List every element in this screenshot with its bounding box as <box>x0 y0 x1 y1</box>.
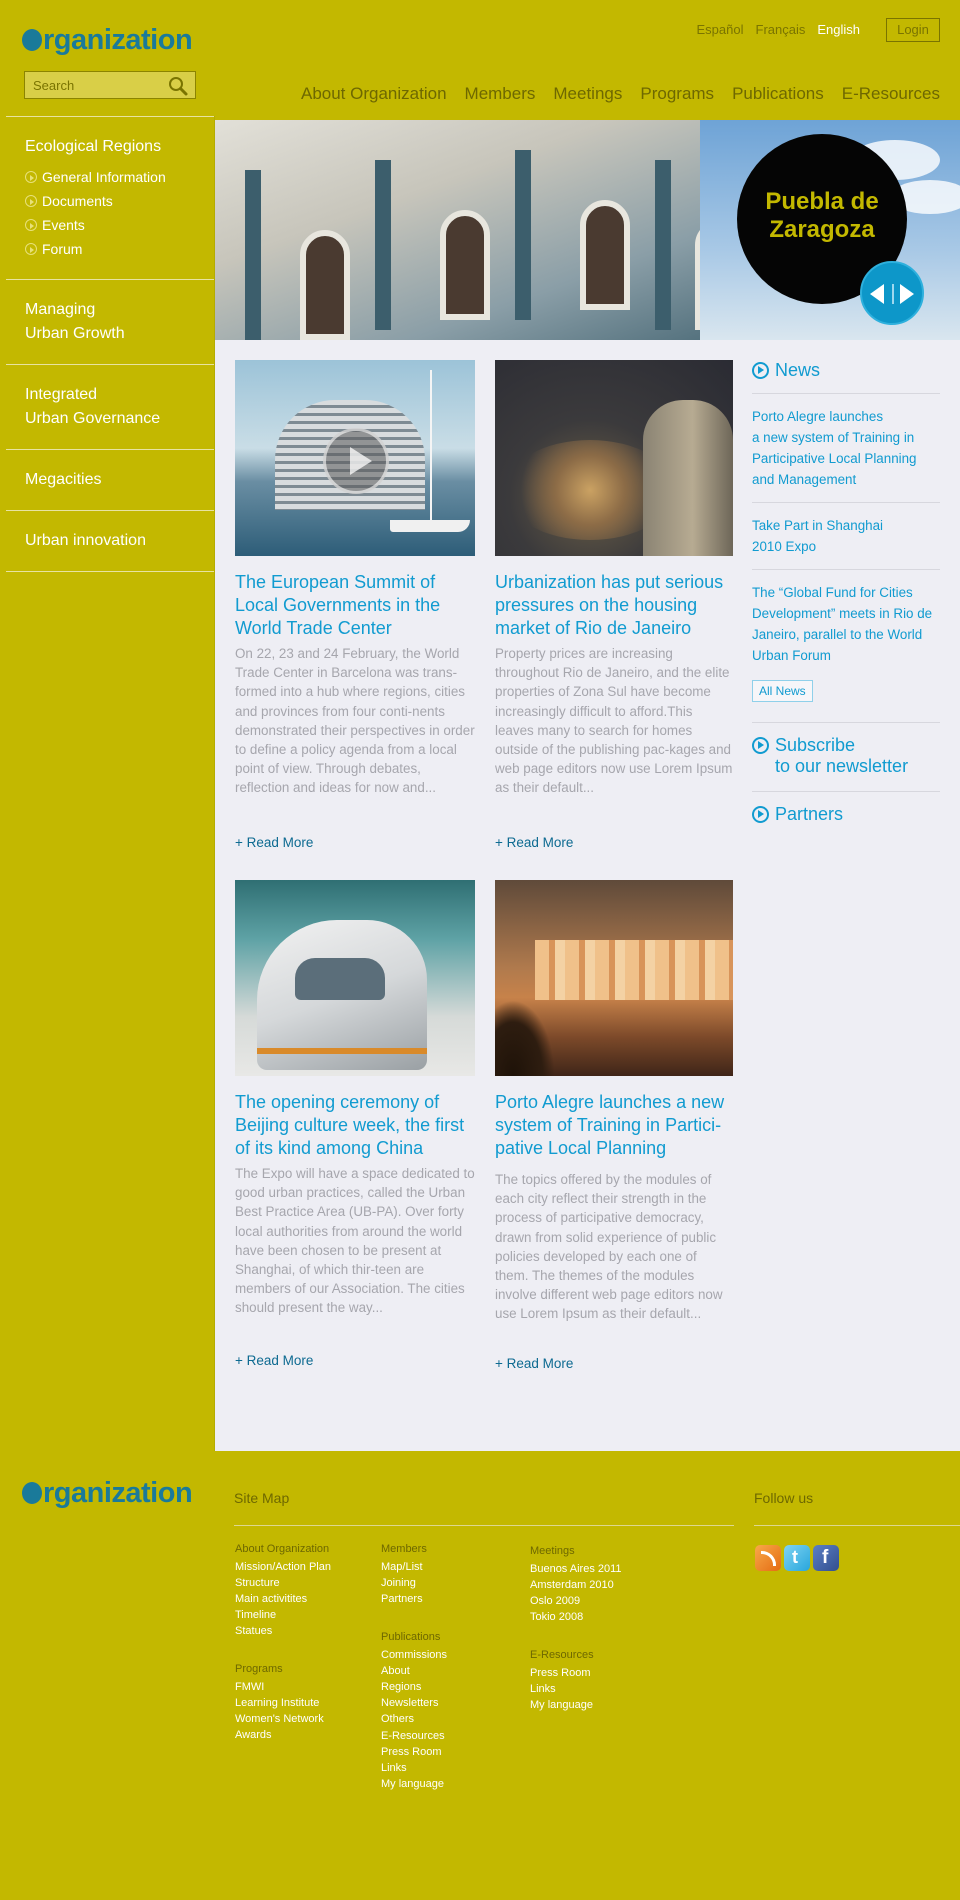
sidebar-item-urban-innovation[interactable]: Urban innovation <box>25 532 146 549</box>
news-heading[interactable] <box>752 360 940 381</box>
footer-link[interactable]: E-Resources <box>381 1729 445 1742</box>
sidebar-item-ecological-regions[interactable]: Ecological Regions <box>25 138 162 155</box>
image-train-stripe <box>257 1048 427 1054</box>
subscribe-label <box>775 735 908 777</box>
lang-espanol[interactable]: Español <box>696 22 744 37</box>
footer-link[interactable]: Awards <box>235 1729 272 1742</box>
image-boat <box>390 520 470 532</box>
read-more-link[interactable]: + Read More <box>495 1356 574 1371</box>
article-excerpt: Property prices are increasing throughout Rio de Janeiro, and the elite properties of Zona Sul have become increasingly difficult to afford.This leaves many to search for homes outside of the publishing pac-kages and web page editors now use Lorem Ipsum as their default... <box>495 646 733 796</box>
follow-us-divider <box>754 1525 960 1526</box>
article-card <box>235 880 475 1368</box>
article-image-video[interactable] <box>235 360 475 556</box>
footer-link[interactable]: Newsletters <box>381 1697 439 1710</box>
footer-logo-text: rganization <box>43 1477 193 1509</box>
lang-francais[interactable]: Français <box>755 22 806 37</box>
hero-title-line1: Puebla de <box>765 188 879 215</box>
sidebar-item-integrated-urban-governance[interactable]: Integrated Urban Governance <box>25 386 161 427</box>
play-icon[interactable] <box>323 428 389 494</box>
article-card <box>235 360 475 850</box>
footer-link[interactable]: Amsterdam 2010 <box>530 1579 614 1592</box>
footer-link[interactable]: Joining <box>381 1577 416 1590</box>
footer-link[interactable]: My language <box>381 1777 444 1790</box>
article-title[interactable]: The European Summit of Local Governments in the World Trade Center <box>235 572 441 638</box>
article-image[interactable] <box>495 360 733 556</box>
main-nav <box>301 84 940 104</box>
site-map-heading: Site Map <box>234 1490 290 1506</box>
logo-o-mark <box>22 1482 42 1504</box>
footer-column-publications <box>381 1629 447 1792</box>
footer-column-heading[interactable]: E-Resources <box>530 1649 594 1661</box>
twitter-icon[interactable] <box>784 1545 810 1571</box>
search-box <box>24 71 196 99</box>
footer-link[interactable]: FMWI <box>235 1681 265 1694</box>
footer-column-heading[interactable]: About Organization <box>235 1543 330 1555</box>
footer-link[interactable]: Statues <box>235 1625 273 1638</box>
sidebar-section-urban-innovation <box>6 511 214 571</box>
footer-link[interactable]: Press Room <box>530 1667 591 1680</box>
footer-link[interactable]: Mission/Action Plan <box>235 1561 331 1574</box>
circle-arrow-icon <box>25 195 37 207</box>
subscribe-line2: to our newsletter <box>775 756 909 776</box>
footer-link[interactable]: About <box>381 1665 410 1678</box>
footer-link[interactable]: Main activitites <box>235 1593 308 1606</box>
follow-us-heading: Follow us <box>754 1490 814 1506</box>
nav-members[interactable]: Members <box>464 84 536 103</box>
subscribe-newsletter-link[interactable] <box>752 735 940 777</box>
sidebar-section-ecological-regions <box>6 117 214 279</box>
article-card <box>495 880 733 1371</box>
sidebar-section-integrated-urban-governance <box>6 365 214 449</box>
logo-text: rganization <box>43 24 193 56</box>
footer-link[interactable]: Links <box>381 1761 407 1774</box>
search-icon[interactable] <box>167 75 189 97</box>
sidebar-subitem-forum[interactable] <box>25 237 195 261</box>
footer-link[interactable]: Tokio 2008 <box>530 1611 584 1624</box>
nav-programs[interactable]: Programs <box>640 84 715 103</box>
right-divider <box>752 502 940 503</box>
circle-arrow-icon <box>25 243 37 255</box>
sidebar-subitem-label: Events <box>42 217 85 233</box>
read-more-link[interactable]: + Read More <box>495 835 574 850</box>
footer-link[interactable]: Press Room <box>381 1745 442 1758</box>
footer-column-heading[interactable]: Publications <box>381 1631 441 1643</box>
sidebar-item-megacities[interactable]: Megacities <box>25 471 102 488</box>
footer-link[interactable]: Commissions <box>381 1649 448 1662</box>
login-button[interactable]: Login <box>886 18 940 42</box>
circle-arrow-icon <box>25 171 37 183</box>
read-more-link[interactable]: + Read More <box>235 1353 314 1368</box>
sidebar-subitem-documents[interactable] <box>25 189 195 213</box>
footer-link[interactable]: Regions <box>381 1681 422 1694</box>
footer-link[interactable]: Map/List <box>381 1561 423 1574</box>
footer-column-meetings <box>530 1543 622 1625</box>
footer-column-programs <box>235 1661 324 1743</box>
building-window <box>580 200 630 310</box>
partners-link[interactable] <box>752 804 940 825</box>
hero-title-line2: Zaragoza <box>769 216 875 243</box>
article-title[interactable]: The opening ceremony of Beijing culture week, the first of its kind among China <box>235 1092 465 1158</box>
footer-link[interactable]: Others <box>381 1713 415 1726</box>
footer-column-heading[interactable]: Members <box>381 1543 427 1555</box>
right-divider <box>752 722 940 723</box>
sidebar <box>6 116 215 1451</box>
building-column <box>655 160 671 330</box>
nav-e-resources[interactable]: E-Resources <box>841 84 940 103</box>
building-window <box>300 230 350 340</box>
news-heading-label: News <box>775 360 821 380</box>
footer-column-heading[interactable]: Meetings <box>530 1545 575 1557</box>
subscribe-line1: Subscribe <box>775 735 856 755</box>
footer-column-members <box>381 1541 427 1607</box>
article-excerpt: The topics offered by the modules of each city reflect their strength in the process of participative democracy, drawn from solid experience of public policies developed by each one of them. The themes of the modules involve different web page editors now use Lorem Ipsum as their default... <box>495 1172 723 1322</box>
article-excerpt: The Expo will have a space dedicated to good urban practices, called the Urban Best Practice Area (UB-PA). Over forty local authorities from around the world have been chosen to be present at Shanghai, of which thir-teen are members of our Association. The cities should present the way... <box>235 1166 475 1316</box>
building-window <box>440 210 490 320</box>
sidebar-subitem-events[interactable] <box>25 213 195 237</box>
image-statue <box>643 400 733 556</box>
image-train-window <box>295 958 385 1000</box>
site-map-divider <box>234 1525 734 1526</box>
article-image[interactable] <box>495 880 733 1076</box>
arrow-right-icon[interactable] <box>900 284 914 304</box>
read-more-link[interactable]: + Read More <box>235 835 314 850</box>
image-plant <box>495 1000 555 1076</box>
hero-banner <box>215 120 960 340</box>
partners-label: Partners <box>775 804 844 824</box>
sidebar-subitem-general-information[interactable] <box>25 165 195 189</box>
hero-title[interactable] <box>737 188 907 244</box>
footer-link[interactable]: Links <box>530 1683 556 1696</box>
article-card <box>495 360 733 850</box>
right-divider <box>752 791 940 792</box>
right-divider <box>752 393 940 394</box>
circle-arrow-icon <box>25 219 37 231</box>
building-column <box>515 150 531 320</box>
sidebar-item-managing-urban-growth[interactable]: Managing Urban Growth <box>25 301 125 342</box>
sidebar-subitem-label: Documents <box>42 193 113 209</box>
search-input[interactable] <box>25 72 165 98</box>
circle-arrow-icon <box>752 737 769 754</box>
image-mast <box>430 370 432 530</box>
hero-building-image <box>215 120 755 340</box>
right-column <box>752 360 940 825</box>
article-image[interactable] <box>235 880 475 1076</box>
right-divider <box>752 569 940 570</box>
building-column <box>375 160 391 330</box>
sidebar-section-managing-urban-growth <box>6 280 214 364</box>
facebook-icon[interactable] <box>813 1545 839 1571</box>
footer-link[interactable]: My language <box>530 1699 593 1712</box>
sidebar-subitem-label: Forum <box>42 241 83 257</box>
footer-link[interactable]: Timeline <box>235 1609 277 1622</box>
footer-column-heading[interactable]: Programs <box>235 1663 283 1675</box>
all-news-button[interactable]: All News <box>752 680 813 702</box>
footer-link[interactable]: Structure <box>235 1577 280 1590</box>
nav-meetings[interactable]: Meetings <box>553 84 623 103</box>
footer-logo[interactable] <box>22 1477 192 1510</box>
article-title[interactable]: Urbanization has put serious pressures on the housing market of Rio de Janeiro <box>495 572 724 638</box>
building-column <box>245 170 261 340</box>
site-logo[interactable] <box>22 24 192 57</box>
footer-link[interactable]: Oslo 2009 <box>530 1595 581 1608</box>
image-skyline <box>535 940 733 1000</box>
sidebar-subitem-label: General Information <box>42 169 166 185</box>
circle-arrow-icon <box>752 362 769 379</box>
slider-divider <box>892 284 894 304</box>
footer-link[interactable]: Learning Institute <box>235 1697 320 1710</box>
footer-link[interactable]: Partners <box>381 1593 423 1606</box>
logo-o-mark <box>22 29 42 51</box>
language-switcher <box>697 22 860 37</box>
lang-english[interactable]: English <box>817 22 860 37</box>
sidebar-section-megacities <box>6 450 214 510</box>
circle-arrow-icon <box>752 806 769 823</box>
footer-column-e-resources <box>530 1647 594 1713</box>
social-links <box>755 1545 839 1571</box>
arrow-left-icon[interactable] <box>870 284 884 304</box>
news-item[interactable]: Porto Alegre launches a new system of Training in Participative Local Planning and Management <box>752 409 917 487</box>
hero-slider-controls <box>860 261 924 325</box>
footer-link[interactable]: Buenos Aires 2011 <box>530 1563 622 1576</box>
rss-icon[interactable] <box>755 1545 781 1571</box>
sidebar-sublist <box>25 165 195 261</box>
footer-column-about <box>235 1541 331 1640</box>
nav-publications[interactable]: Publications <box>732 84 824 103</box>
news-item[interactable]: The “Global Fund for Cities Development” meets in Rio de Janeiro, parallel to the World Urban Forum <box>752 585 933 663</box>
news-item[interactable]: Take Part in Shanghai 2010 Expo <box>752 518 884 554</box>
nav-about-organization[interactable]: About Organization <box>300 84 447 103</box>
sidebar-divider <box>6 571 214 572</box>
article-title[interactable]: Porto Alegre launches a new system of Training in Partici-pative Local Planning <box>495 1092 725 1158</box>
article-excerpt: On 22, 23 and 24 February, the World Trade Center in Barcelona was trans-formed into a hub where regions, cities and provinces from four conti-nents demonstrated their perspectives in order to define a policy agenda from a local point of view. Through debates, reflection and ideas for now and... <box>235 646 475 796</box>
footer-link[interactable]: Women's Network <box>235 1713 324 1726</box>
